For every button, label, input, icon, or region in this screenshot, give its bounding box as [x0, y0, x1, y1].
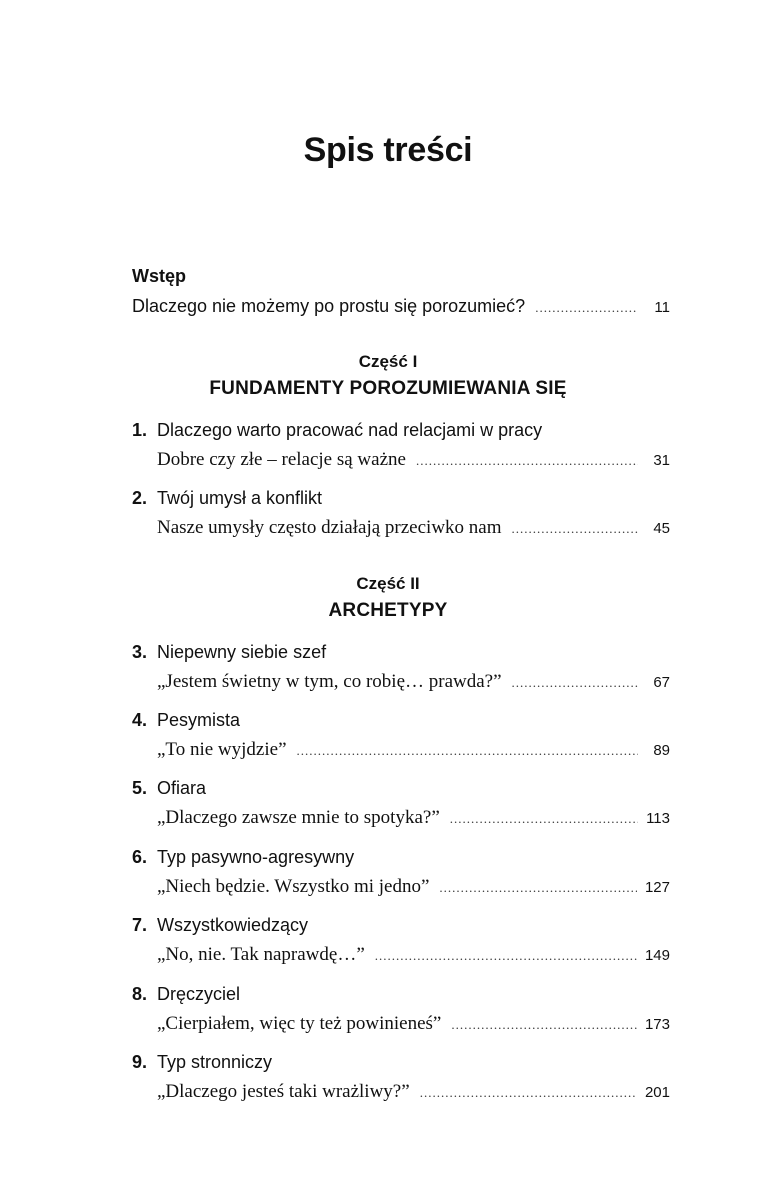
chapter-number: 3.	[132, 642, 148, 662]
dot-leader	[512, 517, 639, 541]
dot-leader	[375, 944, 637, 968]
chapter-heading[interactable]	[132, 1050, 272, 1074]
page-number: 89	[653, 742, 670, 759]
dot-leader	[512, 671, 638, 695]
chapter-heading[interactable]	[132, 486, 322, 510]
dot-leader	[535, 296, 638, 320]
intro-heading: Wstęp	[132, 266, 186, 286]
toc-entry[interactable]	[157, 806, 670, 830]
chapter-title: Twój umysł a konflikt	[157, 488, 323, 508]
page-title: Spis treści	[303, 131, 473, 169]
page-number: 11	[654, 299, 670, 316]
chapter-subtitle: Dobre czy złe – relacje są ważne	[157, 449, 406, 470]
part-title: ARCHETYPY	[328, 600, 448, 621]
chapter-heading[interactable]	[132, 913, 308, 937]
page-number: 149	[644, 947, 670, 964]
page-number: 45	[653, 520, 670, 537]
dot-leader	[451, 1013, 637, 1037]
toc-entry[interactable]	[157, 1012, 670, 1036]
part-label: Część I	[358, 352, 418, 371]
toc-entry[interactable]	[157, 448, 670, 472]
page-number: 201	[644, 1084, 670, 1101]
toc-entry[interactable]	[157, 670, 670, 694]
chapter-number: 1.	[132, 420, 148, 440]
page-number: 173	[644, 1016, 670, 1033]
chapter-title: Pesymista	[157, 710, 241, 730]
chapter-title: Ofiara	[157, 778, 207, 798]
page-number: 67	[653, 674, 670, 691]
chapter-subtitle: „Dlaczego zawsze mnie to spotyka?”	[157, 807, 440, 828]
toc-entry[interactable]	[157, 943, 670, 967]
dot-leader	[450, 807, 638, 831]
dot-leader	[416, 449, 638, 473]
chapter-number: 2.	[132, 488, 148, 508]
part-title: FUNDAMENTY POROZUMIEWANIA SIĘ	[209, 378, 567, 399]
entry-title: Dlaczego nie możemy po prostu się porozumieć?	[132, 296, 526, 316]
chapter-subtitle: Nasze umysły często działają przeciwko nam	[157, 517, 502, 538]
chapter-subtitle: „Jestem świetny w tym, co robię… prawda?”	[157, 671, 502, 692]
chapter-heading[interactable]	[132, 708, 240, 732]
chapter-title: Typ stronniczy	[157, 1052, 273, 1072]
dot-leader	[420, 1081, 637, 1105]
chapter-title: Wszystkowiedzący	[157, 915, 309, 935]
chapter-heading[interactable]	[132, 982, 240, 1006]
toc-entry[interactable]	[157, 1080, 670, 1104]
chapter-subtitle: „No, nie. Tak naprawdę…”	[157, 944, 365, 965]
page-number: 31	[653, 452, 670, 469]
toc-entry[interactable]	[157, 875, 670, 899]
chapter-number: 9.	[132, 1052, 148, 1072]
page-number: 127	[644, 879, 670, 896]
chapter-number: 8.	[132, 984, 148, 1004]
toc-entry[interactable]	[157, 738, 670, 762]
dot-leader	[297, 739, 638, 763]
page-number: 113	[646, 810, 670, 827]
chapter-number: 6.	[132, 847, 148, 867]
chapter-title: Typ pasywno-agresywny	[157, 847, 355, 867]
chapter-number: 4.	[132, 710, 148, 730]
chapter-title: Dlaczego warto pracować nad relacjami w pracy	[157, 420, 543, 440]
chapter-heading[interactable]	[132, 418, 542, 442]
chapter-number: 7.	[132, 915, 148, 935]
chapter-heading[interactable]	[132, 776, 206, 800]
toc-entry[interactable]	[157, 516, 670, 540]
chapter-heading[interactable]	[132, 640, 326, 664]
part-label: Część II	[356, 574, 420, 593]
chapter-number: 5.	[132, 778, 148, 798]
dot-leader	[439, 876, 637, 900]
chapter-subtitle: „To nie wyjdzie”	[157, 739, 287, 760]
toc-entry-intro[interactable]	[132, 294, 670, 318]
chapter-title: Dręczyciel	[157, 984, 241, 1004]
chapter-title: Niepewny siebie szef	[157, 642, 327, 662]
chapter-subtitle: „Niech będzie. Wszystko mi jedno”	[157, 876, 430, 897]
chapter-subtitle: „Dlaczego jesteś taki wrażliwy?”	[157, 1081, 410, 1102]
chapter-heading[interactable]	[132, 845, 354, 869]
chapter-subtitle: „Cierpiałem, więc ty też powinieneś”	[157, 1013, 442, 1034]
